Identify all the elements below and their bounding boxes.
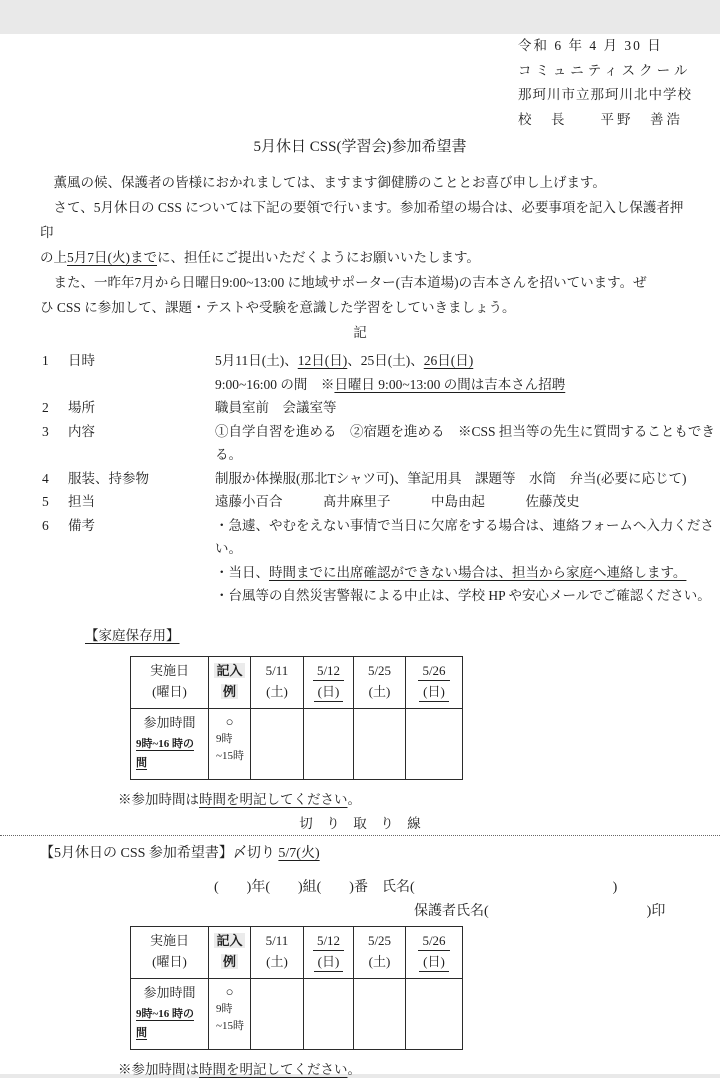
list-item-staff (42, 490, 720, 514)
blank-entry-cell-0512 (304, 708, 354, 779)
guardian-field-close-seal: )印 (646, 903, 666, 919)
principal-name: 校 長 平野 善浩 (518, 111, 683, 127)
row-label-participation-time (131, 708, 209, 779)
example-start-time: 9時 (216, 732, 233, 745)
item-number: 1 (42, 353, 49, 368)
header-date-line2: (曜日) (152, 683, 187, 699)
circle-mark: ○ (225, 983, 234, 999)
example-label-2: 例 (222, 953, 236, 969)
note-underlined: 時間を明記してください (199, 791, 348, 807)
intro-line-4: また、一昨年7月から日曜日9:00~13:00 に地域サポーター(吉本道場)の吉本さんを招いています。ぜ (40, 275, 647, 290)
day-sat: (土) (368, 683, 391, 699)
example-label-1: 記入 (216, 662, 243, 678)
item-label: 内容 (68, 423, 95, 439)
item-content: ①自学自習を進める ②宿題を進める ※CSS 担当等の先生に質問することもできる。 (215, 423, 715, 462)
example-label-2: 例 (222, 683, 236, 699)
blank-entry-cell-0526 (406, 978, 463, 1049)
ki-heading: 記 (353, 325, 367, 340)
home-copy-section-label (85, 624, 720, 644)
item-label: 服装、持参物 (68, 470, 149, 486)
time-range-line1: 9時~16 時の (136, 737, 194, 750)
note-post: 。 (347, 791, 361, 807)
col-header-example (209, 656, 251, 708)
date-0512: 5/12 (313, 931, 344, 951)
deadline-underlined: 5月7日(火)まで (67, 250, 157, 265)
date-0511: 5/11 (265, 662, 289, 678)
item-label: 備考 (68, 517, 95, 533)
intro-line-5: ひ CSS に参加して、課題・テストや受験を意識した学習をしていきましょう。 (40, 300, 516, 315)
list-item-clothing (42, 467, 720, 491)
organization-name: コミュニティスクール (518, 62, 692, 78)
home-copy-label-text: 【家庭保存用】 (85, 627, 180, 643)
item-label: 日時 (68, 353, 95, 368)
header-date-line1: 実施日 (149, 932, 189, 948)
row-label-participation-time (131, 978, 209, 1049)
time-line (215, 377, 565, 392)
sender-block (518, 34, 692, 132)
date-part: 、25日(土)、 (347, 353, 424, 368)
date-0511: 5/11 (265, 932, 289, 948)
intro-line-3-pre: の上 (40, 250, 67, 265)
day-sat: (土) (266, 953, 288, 969)
note-pre: ※参加時間は (118, 1061, 199, 1077)
col-header-date (131, 926, 209, 978)
intro-line-1: 薫風の候、保護者の皆様におかれましては、ますます御健勝のこととお喜び申し上げます。 (40, 175, 606, 190)
participation-time-label: 参加時間 (143, 714, 196, 730)
header-date-line1: 実施日 (149, 662, 189, 678)
item-number: 2 (42, 400, 49, 415)
schedule-table-submission-copy (130, 926, 463, 1050)
col-header-0512 (304, 656, 354, 708)
blank-entry-cell-0511 (251, 708, 304, 779)
date-0526: 5/26 (418, 661, 449, 681)
col-header-0512 (304, 926, 354, 978)
col-header-0526 (406, 926, 463, 978)
item-label: 場所 (68, 400, 95, 415)
participation-note (118, 788, 720, 808)
day-sat: (土) (368, 953, 391, 969)
cut-line (0, 835, 720, 836)
day-sun: (日) (419, 682, 449, 702)
day-sat: (土) (266, 683, 288, 699)
blank-entry-cell-0511 (251, 978, 304, 1049)
remark-2-pre: ・当日、 (215, 564, 269, 580)
example-end-time: ~15時 (216, 749, 244, 762)
item-content: 職員室前 会議室等 (215, 400, 337, 415)
grade-class-number-name-field: ( )年( )組( )番 氏名( (214, 879, 415, 895)
time-range-line2: 間 (136, 1026, 147, 1039)
dates-line (215, 353, 473, 368)
intro-paragraph (40, 170, 684, 320)
item-content (215, 349, 720, 396)
participation-note-2 (118, 1058, 720, 1078)
item-number: 4 (42, 470, 49, 486)
day-sun: (日) (419, 952, 449, 972)
time-range-line2: 間 (136, 756, 147, 769)
school-name: 那珂川市立那珂川北中学校 (518, 87, 692, 102)
sunday-note-underlined: 日曜日 9:00~13:00 の間は吉本さん招聘 (334, 376, 566, 392)
document-title: 5月休日 CSS(学習会)参加希望書 (253, 139, 467, 155)
schedule-table-home-copy (130, 656, 463, 780)
cut-line-label: 切 り 取 り 線 (299, 815, 421, 831)
note-post: 。 (347, 1061, 361, 1077)
col-header-0511 (251, 926, 304, 978)
item-content: 制服か体操服(那北Tシャツ可)、筆記用具 課題等 水筒 弁当(必要に応じて) (215, 470, 687, 486)
scanned-notice-document (0, 34, 720, 1077)
date-0525: 5/25 (367, 932, 392, 948)
blank-entry-cell-0525 (354, 978, 406, 1049)
list-item-content-desc (42, 420, 720, 467)
item-number: 3 (42, 423, 49, 439)
time-part: 9:00~16:00 の間 ※ (215, 376, 335, 392)
date-underlined-0526: 26日(日) (423, 353, 474, 368)
date-0526: 5/26 (418, 931, 449, 951)
item-number: 6 (42, 517, 49, 533)
blank-entry-cell-0526 (406, 708, 463, 779)
date-0512: 5/12 (313, 661, 344, 681)
guardian-field-open: 保護者氏名( (414, 903, 489, 919)
remark-2 (215, 565, 686, 580)
date-0525: 5/25 (367, 662, 392, 678)
intro-line-3-post: に、担任にご提出いただくようにお願いいたします。 (157, 250, 480, 265)
participation-time-label: 参加時間 (143, 984, 196, 1000)
header-date-line2: (曜日) (152, 953, 187, 969)
form-title-text: 【5月休日の CSS 参加希望書】〆切り (40, 845, 279, 861)
issue-date: 令和 6 年 4 月 30 日 (518, 38, 663, 53)
day-sun: (日) (314, 952, 344, 972)
guardian-name-field (414, 900, 720, 920)
intro-line-3 (40, 245, 684, 270)
col-header-0525 (354, 656, 406, 708)
item-content (215, 514, 720, 608)
col-header-date (131, 656, 209, 708)
note-pre: ※参加時間は (118, 791, 199, 807)
day-sun: (日) (314, 682, 344, 702)
remark-1: ・急遽、やむをえない事情で当日に欠席をする場合は、連絡フォームへ入力ください。 (215, 517, 714, 556)
blank-entry-cell-0512 (304, 978, 354, 1049)
circle-mark: ○ (225, 713, 234, 729)
list-item-place (42, 396, 720, 420)
detail-list (0, 349, 720, 608)
col-header-0511 (251, 656, 304, 708)
blank-entry-cell-0525 (354, 708, 406, 779)
example-entry-cell (209, 978, 251, 1049)
form-deadline-underlined: 5/7(火) (278, 845, 320, 861)
col-header-0525 (354, 926, 406, 978)
note-underlined: 時間を明記してください (199, 1061, 348, 1077)
col-header-example (209, 926, 251, 978)
item-content: 遠藤小百合 髙井麻里子 中島由起 佐藤茂史 (215, 494, 580, 509)
list-item-remarks (42, 514, 720, 608)
form-section-title (40, 842, 720, 862)
remark-3: ・台風等の自然災害警報による中止は、学校 HP や安心メールでご確認ください。 (215, 588, 711, 603)
intro-line-2: さて、5月休日の CSS については下記の要領で行います。参加希望の場合は、必要事項を記入し保護者押印 (40, 200, 684, 240)
example-label-1: 記入 (216, 932, 243, 948)
name-field-close: ) (612, 879, 618, 895)
remark-2-underlined: 時間までに出席確認ができない場合は、担当から家庭へ連絡します。 (269, 564, 687, 580)
time-range-line1: 9時~16 時の (136, 1007, 194, 1020)
date-part: 5月11日(土)、 (215, 353, 298, 368)
example-entry-cell (209, 708, 251, 779)
date-underlined-0512: 12日(日) (297, 353, 348, 368)
col-header-0526 (406, 656, 463, 708)
example-end-time: ~15時 (216, 1019, 244, 1032)
item-number: 5 (42, 494, 49, 509)
list-item-datetime (42, 349, 720, 396)
item-label: 担当 (68, 494, 95, 509)
example-start-time: 9時 (216, 1002, 233, 1015)
student-info-fields (214, 876, 720, 896)
